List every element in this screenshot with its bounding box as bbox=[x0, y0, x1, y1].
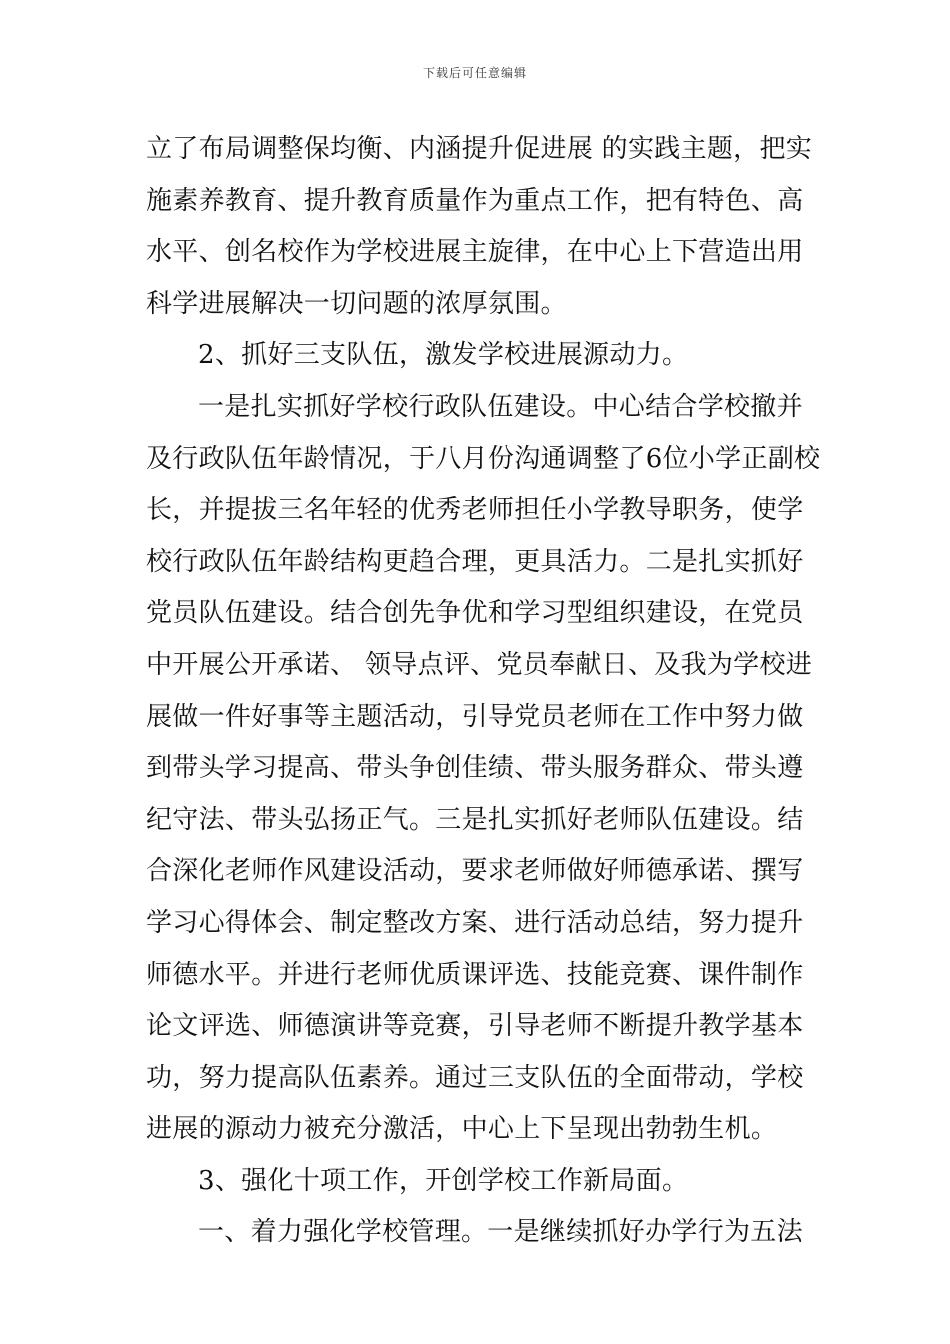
section-heading: 3、强化十项工作，开创学校工作新局面。 bbox=[198, 1165, 689, 1196]
text-line: 立了布局调整保均衡、内涵提升促进展 的实践主题，把实 bbox=[146, 134, 813, 164]
text-line: 科学进展解决一切问题的浓厚氛围。 bbox=[146, 288, 567, 319]
body-text bbox=[146, 124, 821, 1259]
text-line: 施素养教育、提升教育质量作为重点工作，把有特色、高 bbox=[146, 185, 804, 216]
text-line: 论文评选、师德演讲等竞赛，引导老师不断提升教学基本 bbox=[146, 1011, 804, 1042]
text-line: 展做一件好事等主题活动，引导党员老师在工作中努力做 bbox=[146, 701, 804, 732]
text-line: 合深化老师作风建设活动，要求老师做好师德承诺、撰写 bbox=[146, 856, 804, 887]
text-line: 长，并提拔三名年轻的优秀老师担任小学教导职务，使学 bbox=[146, 495, 804, 526]
text-line: 党员队伍建设。结合创先争优和学习型组织建设，在党员 bbox=[146, 598, 804, 629]
text-line: 功，努力提高队伍素养。通过三支队伍的全面带动，学校 bbox=[146, 1062, 804, 1093]
text-line: 一是扎实抓好学校行政队伍建设。中心结合学校撤并 bbox=[198, 391, 803, 422]
text-line: 纪守法、带头弘扬正气。三是扎实抓好老师队伍建设。结 bbox=[146, 804, 804, 835]
text-line: 到带头学习提高、带头争创佳绩、带头服务群众、带头遵 bbox=[146, 753, 804, 784]
text-line: 校行政队伍年龄结构更趋合理，更具活力。二是扎实抓好 bbox=[146, 546, 804, 577]
text-line: 水平、创名校作为学校进展主旋律，在中心上下营造出用 bbox=[146, 237, 804, 268]
text-line: 进展的源动力被充分激活，中心上下呈现出勃勃生机。 bbox=[146, 1114, 778, 1145]
text-line: 一、着力强化学校管理。一是继续抓好办学行为五法 bbox=[198, 1217, 803, 1248]
section-heading: 2、抓好三支队伍，激发学校进展源动力。 bbox=[198, 340, 689, 371]
text-line: 及行政队伍年龄情况，于八月份沟通调整了6位小学正副校 bbox=[146, 443, 821, 474]
text-line: 师德水平。并进行老师优质课评选、技能竞赛、课件制作 bbox=[146, 959, 804, 990]
text-line: 学习心得体会、制定整改方案、进行活动总结，努力提升 bbox=[146, 907, 804, 938]
text-line: 中开展公开承诺、 领导点评、党员奉献日、及我为学校进 bbox=[146, 649, 813, 680]
page-header: 下载后可任意编辑 bbox=[422, 66, 527, 80]
